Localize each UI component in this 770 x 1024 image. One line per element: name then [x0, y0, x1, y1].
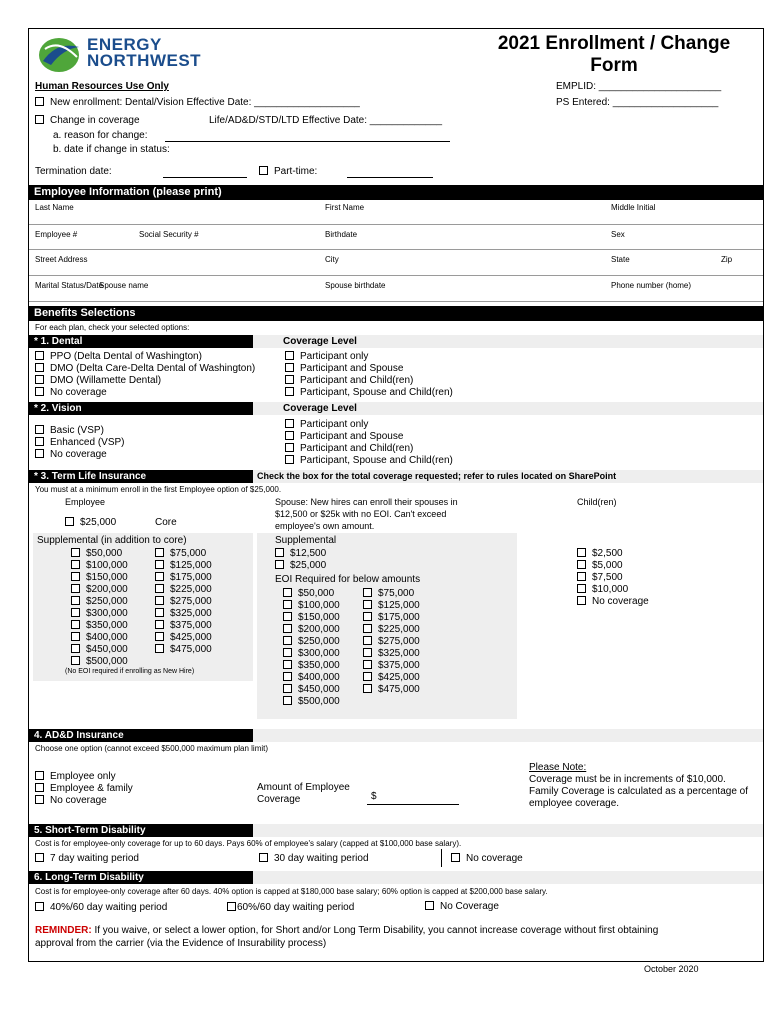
emp-supp-col1	[71, 548, 128, 668]
energy-northwest-logo-icon	[37, 35, 83, 75]
emp-supp-checkbox[interactable]	[155, 620, 164, 629]
std-checkbox[interactable]	[451, 853, 460, 862]
ltd-option-40[interactable]: 40%/60 day waiting period	[35, 902, 167, 913]
ltd-option-none[interactable]: No Coverage	[425, 901, 499, 912]
spouse-eoi-checkbox[interactable]	[283, 600, 292, 609]
emp-supp-col2	[155, 548, 212, 656]
new-enrollment-row	[35, 97, 360, 108]
vision-level-checkbox[interactable]	[285, 431, 294, 440]
reason-label: a. reason for change:	[53, 130, 148, 141]
life-header-note: Check the box for the total coverage requested; refer to rules located on SharePoint	[257, 471, 617, 481]
form-title-line2: Form	[590, 55, 638, 76]
emp-supp-option[interactable]: $300,000	[71, 608, 128, 620]
emp-supp-option[interactable]: $375,000	[155, 620, 212, 632]
spouse-eoi-option[interactable]: $75,000	[363, 588, 420, 600]
date-change-label: b. date if change in status:	[53, 144, 170, 155]
spouse-eoi-option[interactable]: $400,000	[283, 672, 340, 684]
children-checkbox[interactable]	[577, 548, 586, 557]
spouse-eoi-option[interactable]: $500,000	[283, 696, 340, 708]
row-divider	[29, 301, 763, 302]
emp-supp-checkbox[interactable]	[155, 548, 164, 557]
life-minimum-note: You must at a minimum enroll in the first Employee option of $25,000.	[35, 485, 282, 494]
dental-checkbox[interactable]	[35, 363, 44, 372]
spouse-eoi-checkbox[interactable]	[283, 612, 292, 621]
emp-supp-option[interactable]: $150,000	[71, 572, 128, 584]
std-note: Cost is for employee-only coverage for up to 60 days. Pays 60% of employee's salary (capped at $100,000 base salary).	[35, 839, 462, 848]
spouse-note: Spouse: New hires can enroll their spouses in $12,500 or $25k with no EOI. Can't exceed employee's own amount.	[275, 497, 458, 531]
dental-coverage-header: Coverage Level	[283, 336, 357, 347]
emp-supp-option[interactable]: $450,000	[71, 644, 128, 656]
add-amount-field[interactable]	[367, 804, 459, 805]
dental-level[interactable]: Participant and Spouse	[285, 363, 453, 375]
add-checkbox[interactable]	[35, 771, 44, 780]
children-checkbox[interactable]	[577, 572, 586, 581]
spouse-no-eoi-options	[275, 548, 326, 572]
part-time-line[interactable]	[347, 177, 433, 178]
std-divider	[441, 849, 442, 867]
emp-supp-option[interactable]: $200,000	[71, 584, 128, 596]
dental-levels	[285, 351, 453, 399]
vision-level[interactable]: Participant and Spouse	[285, 431, 453, 443]
spouse-eoi-col2	[363, 588, 420, 696]
spouse-eoi-option[interactable]: $475,000	[363, 684, 420, 696]
middle-initial-label: Middle Initial	[611, 203, 656, 212]
life-header: * 3. Term Life Insurance	[29, 470, 253, 483]
emp-supp-option[interactable]: $350,000	[71, 620, 128, 632]
ltd-option-60[interactable]: 60%/60 day waiting period	[227, 902, 354, 913]
dental-option[interactable]: DMO (Delta Care-Delta Dental of Washington)	[35, 363, 255, 375]
logo-line1: ENERGY	[87, 35, 162, 54]
emp-supp-option[interactable]: $125,000	[155, 560, 212, 572]
spouse-eoi-checkbox[interactable]	[283, 636, 292, 645]
children-options	[577, 548, 649, 608]
ltd-header: 6. Long-Term Disability	[29, 871, 253, 884]
emp-supp-checkbox[interactable]	[155, 632, 164, 641]
add-option[interactable]: No coverage	[35, 795, 133, 807]
part-time-row	[259, 166, 317, 177]
dental-level[interactable]: Participant only	[285, 351, 453, 363]
phone-label: Phone number (home)	[611, 281, 692, 290]
vision-level-checkbox[interactable]	[285, 443, 294, 452]
dental-checkbox[interactable]	[35, 351, 44, 360]
children-option[interactable]: $5,000	[577, 560, 649, 572]
spouse-eoi-checkbox[interactable]	[363, 624, 372, 633]
dental-header: * 1. Dental	[29, 335, 253, 348]
emp-supp-option[interactable]: $475,000	[155, 644, 212, 656]
spouse-eoi-option[interactable]: $150,000	[283, 612, 340, 624]
dental-level-checkbox[interactable]	[285, 351, 294, 360]
life-effective-date-field[interactable]: Life/AD&D/STD/LTD Effective Date: _____________	[209, 115, 443, 126]
vision-level[interactable]: Participant and Child(ren)	[285, 443, 453, 455]
children-option[interactable]: $10,000	[577, 584, 649, 596]
add-option[interactable]: Employee only	[35, 771, 133, 783]
emp-supp-checkbox[interactable]	[71, 644, 80, 653]
spouse-eoi-checkbox[interactable]	[363, 600, 372, 609]
termination-label: Termination date:	[35, 166, 112, 177]
add-checkbox[interactable]	[35, 783, 44, 792]
emp-supp-checkbox[interactable]	[71, 620, 80, 629]
employee-info-header: Employee Information (please print)	[29, 185, 763, 200]
emp-supp-option[interactable]: $175,000	[155, 572, 212, 584]
std-option-none[interactable]: No coverage	[451, 853, 523, 864]
spouse-eoi-col1	[283, 588, 340, 708]
children-label: Child(ren)	[577, 497, 617, 507]
spouse-eoi-option[interactable]: $200,000	[283, 624, 340, 636]
children-option[interactable]: $2,500	[577, 548, 649, 560]
spouse-supp-checkbox[interactable]	[275, 560, 284, 569]
new-enrollment-label: New enrollment: Dental/Vision Effective Date: ___________________	[50, 97, 360, 108]
reminder-line2: approval from the carrier (via the Evidence of Insurability process)	[35, 938, 327, 949]
change-coverage-row	[35, 115, 140, 126]
spouse-supp-option[interactable]: $25,000	[275, 560, 326, 572]
children-option[interactable]: $7,500	[577, 572, 649, 584]
logo-line2: NORTHWEST	[87, 51, 202, 70]
emp-supp-option[interactable]: $425,000	[155, 632, 212, 644]
spouse-eoi-option[interactable]: $225,000	[363, 624, 420, 636]
dental-level[interactable]: Participant, Spouse and Child(ren)	[285, 387, 453, 399]
zip-label: Zip	[721, 255, 733, 264]
row-divider	[29, 275, 763, 276]
reminder-label: REMINDER:	[35, 925, 92, 936]
termination-line[interactable]	[163, 177, 247, 178]
vision-checkbox[interactable]	[35, 425, 44, 434]
form-frame	[28, 28, 764, 962]
vision-header: * 2. Vision	[29, 402, 253, 415]
dental-options	[35, 351, 255, 399]
spouse-eoi-option[interactable]: $350,000	[283, 660, 340, 672]
dental-level[interactable]: Participant and Child(ren)	[285, 375, 453, 387]
spouse-supp-label: Supplemental	[275, 535, 337, 546]
emp-supp-option[interactable]: $275,000	[155, 596, 212, 608]
supp-core-label: Supplemental (in addition to core)	[37, 535, 187, 546]
vision-options	[35, 425, 125, 461]
employee-number-label: Employee #	[35, 230, 78, 239]
street-label: Street Address	[35, 255, 88, 264]
dental-checkbox[interactable]	[35, 375, 44, 384]
benefits-instruction: For each plan, check your selected options:	[35, 323, 190, 332]
children-checkbox[interactable]	[577, 584, 586, 593]
spouse-eoi-checkbox[interactable]	[283, 660, 292, 669]
reminder	[35, 924, 658, 950]
spouse-eoi-checkbox[interactable]	[283, 624, 292, 633]
emp-supp-option[interactable]: $250,000	[71, 596, 128, 608]
spouse-eoi-checkbox[interactable]	[283, 648, 292, 657]
add-options	[35, 771, 133, 807]
spouse-eoi-option[interactable]: $275,000	[363, 636, 420, 648]
spouse-eoi-option[interactable]: $50,000	[283, 588, 340, 600]
row-divider	[29, 249, 763, 250]
spouse-eoi-option[interactable]: $100,000	[283, 600, 340, 612]
benefits-header: Benefits Selections	[29, 306, 763, 321]
emp-supp-checkbox[interactable]	[71, 632, 80, 641]
emp-supp-checkbox[interactable]	[71, 548, 80, 557]
ssn-label: Social Security #	[139, 230, 199, 239]
vision-checkbox[interactable]	[35, 437, 44, 446]
city-label: City	[325, 255, 339, 264]
vision-level[interactable]: Participant only	[285, 419, 453, 431]
add-note: Please Note: Coverage must be in increments of $10,000. Family Coverage is calculated as a percentage of employee coverage.	[529, 762, 749, 809]
std-checkbox[interactable]	[35, 853, 44, 862]
spouse-eoi-checkbox[interactable]	[283, 672, 292, 681]
dental-checkbox[interactable]	[35, 387, 44, 396]
std-header-bg	[253, 824, 763, 837]
first-name-label: First Name	[325, 203, 365, 212]
emp-supp-option[interactable]: $500,000	[71, 656, 128, 668]
std-option-7day[interactable]: 7 day waiting period	[35, 853, 139, 864]
emplid-field[interactable]: EMPLID: ______________________	[556, 81, 722, 92]
spouse-name-label: Spouse name	[99, 281, 149, 290]
life-employee-label: Employee	[65, 497, 106, 507]
vision-level-checkbox[interactable]	[285, 419, 294, 428]
spouse-supp-option[interactable]: $12,500	[275, 548, 326, 560]
emp-supp-option[interactable]: $100,000	[71, 560, 128, 572]
std-option-30day[interactable]: 30 day waiting period	[259, 853, 369, 864]
emp-supp-checkbox[interactable]	[155, 560, 164, 569]
no-eoi-note: (No EOI required if enrolling as New Hire)	[65, 668, 195, 675]
new-enrollment-checkbox[interactable]	[35, 97, 44, 106]
spouse-eoi-checkbox[interactable]	[363, 648, 372, 657]
reason-line[interactable]	[165, 141, 450, 142]
emp-supp-option[interactable]: $400,000	[71, 632, 128, 644]
vision-option[interactable]: No coverage	[35, 449, 125, 461]
reminder-text: If you waive, or select a lower option, for Short and/or Long Term Disability, you cannot increase coverage without first obtaining	[91, 925, 659, 936]
birthdate-label: Birthdate	[325, 230, 358, 239]
marital-label: Marital Status/Date	[35, 281, 104, 290]
dental-option[interactable]: No coverage	[35, 387, 255, 399]
hr-heading: Human Resources Use Only	[35, 81, 169, 92]
core-option[interactable]: $25,000	[65, 517, 116, 528]
emp-supp-checkbox[interactable]	[155, 608, 164, 617]
part-time-label: Part-time:	[274, 166, 318, 177]
std-header: 5. Short-Term Disability	[29, 824, 253, 837]
spouse-supp-checkbox[interactable]	[275, 548, 284, 557]
vision-levels	[285, 419, 453, 467]
last-name-label: Last Name	[35, 203, 74, 212]
add-amount-label: Amount of Employee Coverage	[257, 782, 350, 805]
ltd-note: Cost is for employee-only coverage after 60 days. 40% option is capped at $180,000 base salary; 60% option is capped at $200,000 base salary.	[35, 887, 548, 896]
emp-supp-checkbox[interactable]	[71, 584, 80, 593]
emp-supp-checkbox[interactable]	[155, 572, 164, 581]
dental-level-checkbox[interactable]	[285, 387, 294, 396]
footer-date: October 2020	[644, 964, 699, 974]
emp-supp-checkbox[interactable]	[155, 644, 164, 653]
change-coverage-label: Change in coverage	[50, 115, 140, 126]
form-title-line1: 2021 Enrollment / Change	[497, 33, 731, 54]
spouse-eoi-option[interactable]: $425,000	[363, 672, 420, 684]
add-header: 4. AD&D Insurance	[29, 729, 253, 742]
dental-level-checkbox[interactable]	[285, 363, 294, 372]
emp-supp-option[interactable]: $50,000	[71, 548, 128, 560]
emp-supp-checkbox[interactable]	[71, 608, 80, 617]
spouse-eoi-option[interactable]: $450,000	[283, 684, 340, 696]
spouse-eoi-checkbox[interactable]	[363, 612, 372, 621]
vision-coverage-header: Coverage Level	[283, 403, 357, 414]
dental-option[interactable]: DMO (Willamette Dental)	[35, 375, 255, 387]
add-header-bg	[253, 729, 763, 742]
add-instruction: Choose one option (cannot exceed $500,000 maximum plan limit)	[35, 744, 269, 753]
emp-supp-option[interactable]: $75,000	[155, 548, 212, 560]
row-divider	[29, 224, 763, 225]
spouse-eoi-checkbox[interactable]	[363, 636, 372, 645]
spouse-eoi-checkbox[interactable]	[363, 588, 372, 597]
spouse-eoi-checkbox[interactable]	[363, 672, 372, 681]
spouse-birthdate-label: Spouse birthdate	[325, 281, 386, 290]
emp-supp-checkbox[interactable]	[71, 572, 80, 581]
core-checkbox[interactable]	[65, 517, 74, 526]
emp-supp-checkbox[interactable]	[71, 560, 80, 569]
state-label: State	[611, 255, 630, 264]
std-checkbox[interactable]	[259, 853, 268, 862]
emp-supp-option[interactable]: $225,000	[155, 584, 212, 596]
vision-level-checkbox[interactable]	[285, 455, 294, 464]
sex-label: Sex	[611, 230, 625, 239]
spouse-eoi-checkbox[interactable]	[283, 696, 292, 705]
spouse-eoi-option[interactable]: $325,000	[363, 648, 420, 660]
dental-option[interactable]: PPO (Delta Dental of Washington)	[35, 351, 255, 363]
add-checkbox[interactable]	[35, 795, 44, 804]
part-time-checkbox[interactable]	[259, 166, 268, 175]
spouse-eoi-checkbox[interactable]	[283, 588, 292, 597]
spouse-eoi-option[interactable]: $175,000	[363, 612, 420, 624]
ps-entered-field[interactable]: PS Entered: ___________________	[556, 97, 719, 108]
emp-supp-checkbox[interactable]	[71, 596, 80, 605]
emp-supp-checkbox[interactable]	[155, 584, 164, 593]
change-coverage-checkbox[interactable]	[35, 115, 44, 124]
ltd-checkbox[interactable]	[227, 902, 236, 911]
core-label: Core	[155, 517, 177, 528]
spouse-eoi-option[interactable]: $300,000	[283, 648, 340, 660]
spouse-eoi-option[interactable]: $375,000	[363, 660, 420, 672]
emp-supp-option[interactable]: $325,000	[155, 608, 212, 620]
children-checkbox[interactable]	[577, 596, 586, 605]
ltd-checkbox[interactable]	[35, 902, 44, 911]
vision-checkbox[interactable]	[35, 449, 44, 458]
vision-level[interactable]: Participant, Spouse and Child(ren)	[285, 455, 453, 467]
employee-supp-bg	[33, 533, 253, 681]
eoi-label: EOI Required for below amounts	[275, 574, 421, 585]
vision-option[interactable]: Basic (VSP)	[35, 425, 125, 437]
children-option[interactable]: No coverage	[577, 596, 649, 608]
spouse-eoi-checkbox[interactable]	[363, 660, 372, 669]
children-checkbox[interactable]	[577, 560, 586, 569]
ltd-checkbox[interactable]	[425, 901, 434, 910]
emp-supp-checkbox[interactable]	[71, 656, 80, 665]
add-option[interactable]: Employee & family	[35, 783, 133, 795]
ltd-header-bg	[253, 871, 763, 884]
add-dollar-sign: $	[371, 791, 377, 802]
vision-option[interactable]: Enhanced (VSP)	[35, 437, 125, 449]
emp-supp-checkbox[interactable]	[155, 596, 164, 605]
spouse-eoi-checkbox[interactable]	[283, 684, 292, 693]
spouse-eoi-checkbox[interactable]	[363, 684, 372, 693]
spouse-eoi-option[interactable]: $125,000	[363, 600, 420, 612]
dental-level-checkbox[interactable]	[285, 375, 294, 384]
spouse-eoi-option[interactable]: $250,000	[283, 636, 340, 648]
